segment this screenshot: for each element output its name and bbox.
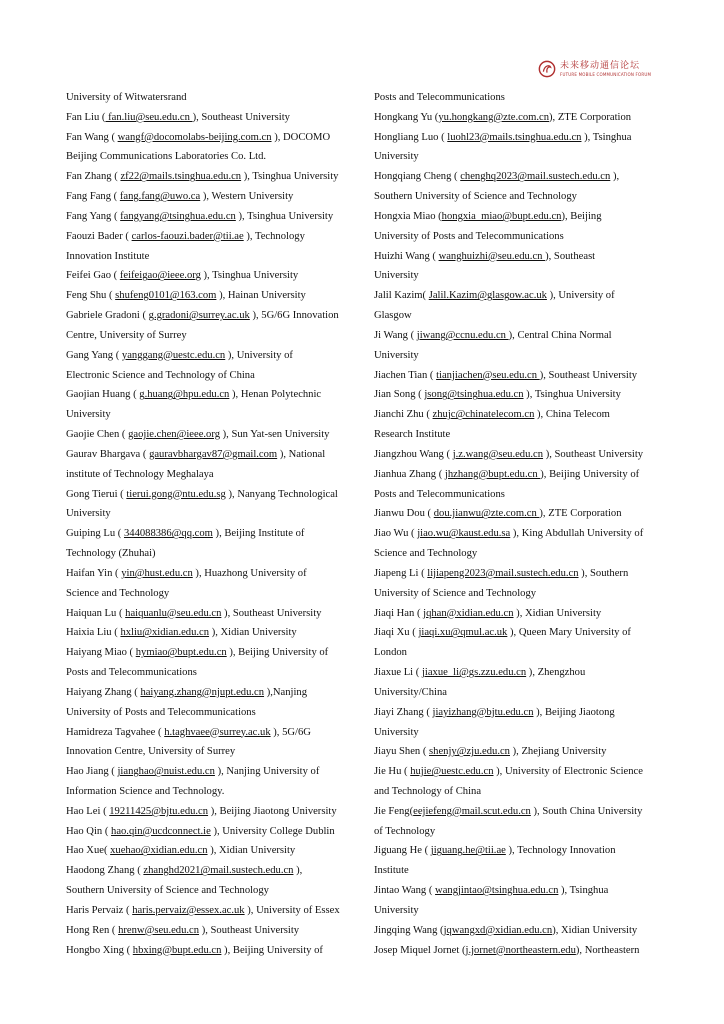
line-text: Institute xyxy=(374,865,409,877)
affiliation-text: ), Beijing University of xyxy=(226,647,329,659)
affiliation-text: ), Beijing University of xyxy=(540,468,640,480)
email-link[interactable]: hxliu@xidian.edu.cn xyxy=(120,627,210,639)
email-link[interactable]: hongxia_miao@bupt.edu.cn xyxy=(441,210,562,222)
affiliation-text: ), Beijing Institute of xyxy=(212,528,305,540)
line-text: Jiapeng Li ( xyxy=(374,567,428,579)
affiliation-text: ), ZTE Corporation xyxy=(539,508,622,520)
contributor-line xyxy=(374,703,670,723)
contributor-line xyxy=(66,88,356,108)
line-text: Jiaqi Han ( xyxy=(374,607,424,619)
affiliation-text: ), University of Essex xyxy=(244,904,340,916)
affiliation-text: ),Nanjing xyxy=(264,686,308,698)
left-column xyxy=(66,88,356,960)
contributor-line xyxy=(66,207,356,227)
contributor-line xyxy=(374,861,670,881)
contributor-line xyxy=(66,683,356,703)
line-text: Hao Lei ( xyxy=(66,805,110,817)
line-text: Jiayu Shen ( xyxy=(374,746,430,758)
email-link[interactable]: jiao.wu@kaust.edu.sa xyxy=(417,528,511,540)
line-text: Fan Zhang ( xyxy=(66,171,121,183)
contributor-line xyxy=(66,881,356,901)
affiliation-text: ), Hainan University xyxy=(216,290,306,302)
contributor-line xyxy=(66,405,356,425)
affiliation-text: ), Xidian University xyxy=(209,627,297,639)
line-text: Jiao Wu ( xyxy=(374,528,418,540)
email-link[interactable]: fangyang@tsinghua.edu.cn xyxy=(120,210,236,222)
contributor-line xyxy=(374,187,670,207)
affiliation-text: ), King Abdullah University of xyxy=(510,528,644,540)
affiliation-text: ), DOCOMO xyxy=(271,131,331,143)
contributor-line xyxy=(374,286,670,306)
line-text: Technology (Zhuhai) xyxy=(66,548,156,560)
contributor-line xyxy=(374,445,670,465)
line-text: Information Science and Technology. xyxy=(66,785,225,797)
affiliation-text: ), Western University xyxy=(200,191,294,203)
contributor-line xyxy=(66,445,356,465)
email-link[interactable]: fang.fang@uwo.ca xyxy=(119,191,201,203)
affiliation-text: ), Technology Innovation xyxy=(505,845,616,857)
contributor-line xyxy=(66,485,356,505)
contributor-line xyxy=(374,901,670,921)
email-link[interactable]: haiyang.zhang@njupt.edu.cn xyxy=(140,686,265,698)
email-link[interactable]: yanggang@uestc.edu.cn xyxy=(121,349,226,361)
line-text: Haiquan Lu ( xyxy=(66,607,126,619)
contributor-line xyxy=(66,861,356,881)
line-text: Gaurav Bhargava ( xyxy=(66,448,150,460)
affiliation-text: ), National xyxy=(277,448,326,460)
line-text: Fan Wang ( xyxy=(66,131,118,143)
contributor-line xyxy=(374,504,670,524)
line-text: Fang Yang ( xyxy=(66,210,121,222)
email-link[interactable]: g.gradoni@surrey.ac.uk xyxy=(148,310,250,322)
affiliation-text: ), Queen Mary University of xyxy=(507,627,631,639)
contributor-line xyxy=(66,723,356,743)
contributor-line xyxy=(374,881,670,901)
contributor-line xyxy=(66,227,356,247)
contributor-line xyxy=(66,286,356,306)
email-link[interactable]: jiaxue_li@gs.zzu.edu.cn xyxy=(421,667,527,679)
line-text: University xyxy=(66,409,111,421)
logo-english-text: FUTURE MOBILE COMMUNICATION FORUM xyxy=(560,71,652,77)
affiliation-text: ), Beijing Jiaotong University xyxy=(208,805,337,817)
line-text: Gabriele Gradoni ( xyxy=(66,310,149,322)
email-link[interactable]: wangf@docomolabs-beijing.com.cn xyxy=(117,131,272,143)
line-text: Jiachen Tian ( xyxy=(374,369,437,381)
line-text: Ji Wang ( xyxy=(374,329,417,341)
email-link[interactable]: jiaqi.xu@qmul.ac.uk xyxy=(418,627,508,639)
email-link[interactable]: jianghao@nuist.edu.cn xyxy=(117,766,215,778)
contributor-line xyxy=(374,266,670,286)
affiliation-text: ), Southeast University xyxy=(539,369,638,381)
contributor-line xyxy=(66,128,356,148)
contributor-line xyxy=(66,663,356,683)
email-link[interactable]: haiquanlu@seu.edu.cn xyxy=(125,607,222,619)
affiliation-text: ), Southeast University xyxy=(192,111,290,123)
contributor-line xyxy=(374,326,670,346)
line-text: Hao Xue( xyxy=(66,845,111,857)
affiliation-text: ), Southeast University xyxy=(221,607,322,619)
affiliation-text: ), Central China Normal xyxy=(508,329,612,341)
affiliation-text: ), Northeastern xyxy=(575,944,640,956)
email-link[interactable]: carlos-faouzi.bader@tii.ae xyxy=(131,230,244,242)
contributor-line xyxy=(374,405,670,425)
contributor-line xyxy=(374,465,670,485)
line-text: Haodong Zhang ( xyxy=(66,865,144,877)
affiliation-text: ), Southeast University xyxy=(199,924,300,936)
line-text: University xyxy=(374,270,419,282)
email-link[interactable]: jqwangxd@xidian.edu.cn xyxy=(443,924,553,936)
email-link[interactable]: hbxing@bupt.edu.cn xyxy=(132,944,222,956)
affiliation-text: ), Tsinghua University xyxy=(241,171,339,183)
email-link[interactable]: jiayizhang@bjtu.edu.cn xyxy=(432,706,534,718)
email-link[interactable]: hymiao@bupt.edu.cn xyxy=(135,647,227,659)
contributor-line xyxy=(374,128,670,148)
email-link[interactable]: hujie@uestc.edu.cn xyxy=(410,766,494,778)
affiliation-text: ), Southeast xyxy=(545,250,596,262)
affiliation-text: ), Tsinghua University xyxy=(235,210,334,222)
line-text: Hongxia Miao ( xyxy=(374,210,442,222)
affiliation-text: ), Beijing University of xyxy=(221,944,323,956)
contributor-line xyxy=(66,822,356,842)
contributor-line xyxy=(66,346,356,366)
contributor-line xyxy=(66,841,356,861)
email-link[interactable]: hao.qin@ucdconnect.ie xyxy=(111,825,211,837)
email-link[interactable]: g.huang@hpu.edu.cn xyxy=(139,389,230,401)
line-text: Hao Qin ( xyxy=(66,825,112,837)
line-text: Innovation Institute xyxy=(66,250,150,262)
contributor-line xyxy=(374,108,670,128)
line-text: Huizhi Wang ( xyxy=(374,250,439,262)
contributor-line xyxy=(66,584,356,604)
contributor-line xyxy=(66,742,356,762)
contributor-line xyxy=(374,147,670,167)
contributor-line xyxy=(66,108,356,128)
contributor-line xyxy=(374,227,670,247)
affiliation-text: ), Tsinghua xyxy=(581,131,632,143)
line-text: Posts and Telecommunications xyxy=(374,92,505,103)
affiliation-text: ), Henan Polytechnic xyxy=(229,389,322,401)
contributor-line xyxy=(374,663,670,683)
line-text: Hongliang Luo ( xyxy=(374,131,448,143)
line-text: Haiyang Zhang ( xyxy=(66,686,141,698)
line-text: Jian Song ( xyxy=(374,389,425,401)
email-link[interactable]: wangjintao@tsinghua.edu.cn xyxy=(435,885,559,897)
right-column xyxy=(374,88,670,960)
email-link[interactable]: j.jornet@northeastern.edu xyxy=(465,944,576,956)
line-text: Fan Liu ( xyxy=(66,111,106,123)
line-text: Jiaqi Xu ( xyxy=(374,627,419,639)
contributor-line xyxy=(66,643,356,663)
affiliation-text: ), University College Dublin xyxy=(210,825,335,837)
line-text: University xyxy=(374,349,419,361)
affiliation-text: ), Xidian University xyxy=(513,607,602,619)
line-text: University/China xyxy=(374,686,447,698)
line-text: Jalil Kazim( xyxy=(374,290,429,302)
contributor-line xyxy=(66,782,356,802)
contributor-line xyxy=(374,841,670,861)
affiliation-text: ), Southern xyxy=(578,567,629,579)
affiliation-text: ), ZTE Corporation xyxy=(549,111,632,123)
affiliation-text: ), Zhejiang University xyxy=(509,746,607,758)
affiliation-text: ), 5G/6G xyxy=(270,726,311,738)
affiliation-text: ), Nanyang Technological xyxy=(225,488,338,500)
contributor-line xyxy=(374,643,670,663)
contributor-line xyxy=(374,802,670,822)
affiliation-text: ), Technology xyxy=(243,230,305,242)
forum-logo-icon xyxy=(538,60,556,78)
affiliation-text: ), Sun Yat-sen University xyxy=(220,429,330,441)
email-link[interactable]: zhujc@chinatelecom.cn xyxy=(432,409,535,421)
affiliation-text: ), Tsinghua University xyxy=(200,270,299,282)
contributor-line xyxy=(374,524,670,544)
email-link[interactable]: yu.hongkang@zte.com.cn xyxy=(438,111,550,123)
contributor-line xyxy=(374,207,670,227)
line-text: Centre, University of Surrey xyxy=(66,329,187,341)
forum-logo xyxy=(538,59,668,79)
email-link[interactable]: zhanghd2021@mail.sustech.edu.cn xyxy=(143,865,294,877)
email-link[interactable]: Jalil.Kazim@glasgow.ac.uk xyxy=(428,290,547,302)
line-text: Haris Pervaiz ( xyxy=(66,904,133,916)
contributor-line xyxy=(374,346,670,366)
line-text: Jiayi Zhang ( xyxy=(374,706,433,718)
email-link[interactable]: jsong@tsinghua.edu.cn xyxy=(424,389,524,401)
line-text: Jingqing Wang ( xyxy=(374,924,444,936)
line-text: Jiangzhou Wang ( xyxy=(374,448,453,460)
line-text: Hong Ren ( xyxy=(66,924,119,936)
contributor-line xyxy=(66,544,356,564)
line-text: Hongkang Yu ( xyxy=(374,111,439,123)
line-text: Feifei Gao ( xyxy=(66,270,120,282)
line-text: University xyxy=(374,726,419,738)
email-link[interactable]: fan.liu@seu.edu.cn xyxy=(105,111,193,123)
line-text: Feng Shu ( xyxy=(66,290,116,302)
line-text: University xyxy=(66,508,111,520)
contributor-line xyxy=(374,88,670,108)
contributor-line xyxy=(66,921,356,941)
email-link[interactable]: wanghuizhi@seu.edu.cn xyxy=(438,250,546,262)
email-link[interactable]: 19211425@bjtu.edu.cn xyxy=(109,805,209,817)
contributor-line xyxy=(374,742,670,762)
line-text: Gang Yang ( xyxy=(66,349,122,361)
line-text: Hao Jiang ( xyxy=(66,766,118,778)
contributor-line xyxy=(374,723,670,743)
line-text: Science and Technology xyxy=(374,548,478,560)
line-text: Jie Hu ( xyxy=(374,766,411,778)
affiliation-text: ), Tsinghua xyxy=(558,885,609,897)
affiliation-text: ), China Telecom xyxy=(534,409,610,421)
line-text: Haixia Liu ( xyxy=(66,627,121,639)
line-text: and Technology of China xyxy=(374,785,482,797)
contributor-line xyxy=(374,941,670,961)
line-text: institute of Technology Meghalaya xyxy=(66,468,214,480)
contributor-line xyxy=(66,147,356,167)
line-text: Hongbo Xing ( xyxy=(66,944,133,956)
line-text: Jianhua Zhang ( xyxy=(374,468,445,480)
email-link[interactable]: jhzhang@bupt.edu.cn xyxy=(444,468,541,480)
line-text: Southern University of Science and Technology xyxy=(66,885,269,897)
line-text: Gaojie Chen ( xyxy=(66,429,129,441)
line-text: Jiguang He ( xyxy=(374,845,431,857)
affiliation-text: ), Beijing Jiaotong xyxy=(533,706,615,718)
email-link[interactable]: luohl23@mails.tsinghua.edu.cn xyxy=(447,131,582,143)
contributor-line xyxy=(374,921,670,941)
line-text: Hongqiang Cheng ( xyxy=(374,171,461,183)
line-text: Gong Tierui ( xyxy=(66,488,127,500)
affiliation-text: ), Tsinghua University xyxy=(523,389,621,401)
line-text: Guiping Lu ( xyxy=(66,528,124,540)
email-link[interactable]: j.z.wang@seu.edu.cn xyxy=(452,448,544,460)
line-text: University xyxy=(374,151,419,163)
line-text: Fang Fang ( xyxy=(66,191,120,203)
contributor-line xyxy=(374,762,670,782)
contributor-line xyxy=(66,802,356,822)
email-link[interactable]: h.taghvaee@surrey.ac.uk xyxy=(164,726,271,738)
contributor-line xyxy=(374,167,670,187)
contributor-line xyxy=(66,762,356,782)
line-text: University of Posts and Telecommunications xyxy=(374,230,564,242)
line-text: University of Witwatersrand xyxy=(66,92,187,103)
email-link[interactable]: xuehao@xidian.edu.cn xyxy=(110,845,208,857)
contributor-line xyxy=(66,604,356,624)
contributor-line xyxy=(374,782,670,802)
email-link[interactable]: jqhan@xidian.edu.cn xyxy=(423,607,514,619)
line-text: Science and Technology xyxy=(66,587,170,599)
contributor-line xyxy=(66,901,356,921)
contributor-line xyxy=(374,544,670,564)
affiliation-text: ), Beijing xyxy=(561,210,602,222)
line-text: of Technology xyxy=(374,825,436,837)
contributor-line xyxy=(374,485,670,505)
email-link[interactable]: 344088386@qq.com xyxy=(123,528,213,540)
line-text: University xyxy=(374,904,419,916)
contributor-line xyxy=(66,326,356,346)
email-link[interactable]: shenjy@zju.edu.cn xyxy=(429,746,510,758)
line-text: Josep Miquel Jornet ( xyxy=(374,944,466,956)
line-text: Jie Feng( xyxy=(374,805,414,817)
line-text: Jianchi Zhu ( xyxy=(374,409,433,421)
contributor-line xyxy=(66,425,356,445)
line-text: Jintao Wang ( xyxy=(374,885,436,897)
contributor-line xyxy=(66,167,356,187)
line-text: Haifan Yin ( xyxy=(66,567,122,579)
line-text: Innovation Centre, University of Surrey xyxy=(66,746,236,758)
email-link[interactable]: tianjiachen@seu.edu.cn xyxy=(436,369,540,381)
email-link[interactable]: yin@hust.edu.cn xyxy=(121,567,193,579)
email-link[interactable]: tierui.gong@ntu.edu.sg xyxy=(126,488,226,500)
line-text: Electronic Science and Technology of China xyxy=(66,369,255,381)
line-text: Jiaxue Li ( xyxy=(374,667,422,679)
contributor-line xyxy=(66,306,356,326)
email-link[interactable]: shufeng0101@163.com xyxy=(115,290,217,302)
email-link[interactable]: feifeigao@ieee.org xyxy=(119,270,201,282)
email-link[interactable]: haris.pervaiz@essex.ac.uk xyxy=(132,904,245,916)
contributor-line xyxy=(374,564,670,584)
email-link[interactable]: chenghq2023@mail.sustech.edu.cn xyxy=(460,171,611,183)
contributor-line xyxy=(66,366,356,386)
contributor-line xyxy=(66,385,356,405)
affiliation-text: ), Xidian University xyxy=(552,924,638,936)
contributor-line xyxy=(374,425,670,445)
line-text: London xyxy=(374,647,407,659)
line-text: University of Posts and Telecommunications xyxy=(66,706,256,718)
contributor-line xyxy=(374,623,670,643)
logo-chinese-text: 未来移动通信论坛 xyxy=(560,60,641,71)
contributor-line xyxy=(374,683,670,703)
email-link[interactable]: jiwang@ccnu.edu.cn xyxy=(416,329,509,341)
contributor-line xyxy=(66,564,356,584)
contributor-line xyxy=(66,465,356,485)
contributor-line xyxy=(374,306,670,326)
contributor-line xyxy=(374,247,670,267)
line-text: University of Science and Technology xyxy=(374,587,537,599)
contributor-line xyxy=(374,366,670,386)
email-link[interactable]: jiguang.he@tii.ae xyxy=(430,845,506,857)
affiliation-text: ), Huazhong University of xyxy=(192,567,307,579)
contributor-line xyxy=(374,385,670,405)
line-text: Faouzi Bader ( xyxy=(66,230,132,242)
affiliation-text: ), 5G/6G Innovation xyxy=(249,310,339,322)
contributor-line xyxy=(66,941,356,961)
affiliation-text: ), Zhengzhou xyxy=(526,667,586,679)
contributor-line xyxy=(66,623,356,643)
line-text: Southern University of Science and Technology xyxy=(374,191,577,203)
line-text: Research Institute xyxy=(374,429,451,441)
line-text: Hamidreza Tagvahee ( xyxy=(66,726,165,738)
line-text: Posts and Telecommunications xyxy=(66,667,197,679)
email-link[interactable]: lijiapeng2023@mail.sustech.edu.cn xyxy=(427,567,579,579)
email-link[interactable]: hrenw@seu.edu.cn xyxy=(118,924,200,936)
affiliation-text: ), South China University xyxy=(530,805,643,817)
email-link[interactable]: gaojie.chen@ieee.org xyxy=(128,429,220,441)
line-text: Jianwu Dou ( xyxy=(374,508,434,520)
email-link[interactable]: gauravbhargav87@gmail.com xyxy=(149,448,278,460)
contributor-line xyxy=(66,187,356,207)
affiliation-text: ), Xidian University xyxy=(207,845,296,857)
affiliation-text: ), University of Electronic Science xyxy=(493,766,643,778)
email-link[interactable]: dou.jianwu@zte.com.cn xyxy=(433,508,540,520)
affiliation-text: ), Southeast University xyxy=(543,448,644,460)
affiliation-text: ), University of xyxy=(225,349,293,361)
affiliation-text: ), xyxy=(293,865,303,877)
contributor-line xyxy=(66,504,356,524)
email-link[interactable]: zf22@mails.tsinghua.edu.cn xyxy=(120,171,242,183)
contributor-line xyxy=(66,247,356,267)
contributor-line xyxy=(374,822,670,842)
contributor-line xyxy=(374,584,670,604)
email-link[interactable]: eejiefeng@mail.scut.edu.cn xyxy=(413,805,531,817)
contributor-line xyxy=(66,703,356,723)
contributor-line xyxy=(374,604,670,624)
line-text: Gaojian Huang ( xyxy=(66,389,140,401)
contributor-line xyxy=(66,266,356,286)
line-text: Haiyang Miao ( xyxy=(66,647,136,659)
affiliation-text: ), xyxy=(610,171,620,183)
affiliation-text: ), Nanjing University of xyxy=(214,766,320,778)
contributor-line xyxy=(66,524,356,544)
line-text: Posts and Telecommunications xyxy=(374,488,505,500)
affiliation-text: ), University of xyxy=(546,290,615,302)
line-text: Glasgow xyxy=(374,310,412,322)
line-text: Beijing Communications Laboratories Co. Ltd. xyxy=(66,151,267,163)
